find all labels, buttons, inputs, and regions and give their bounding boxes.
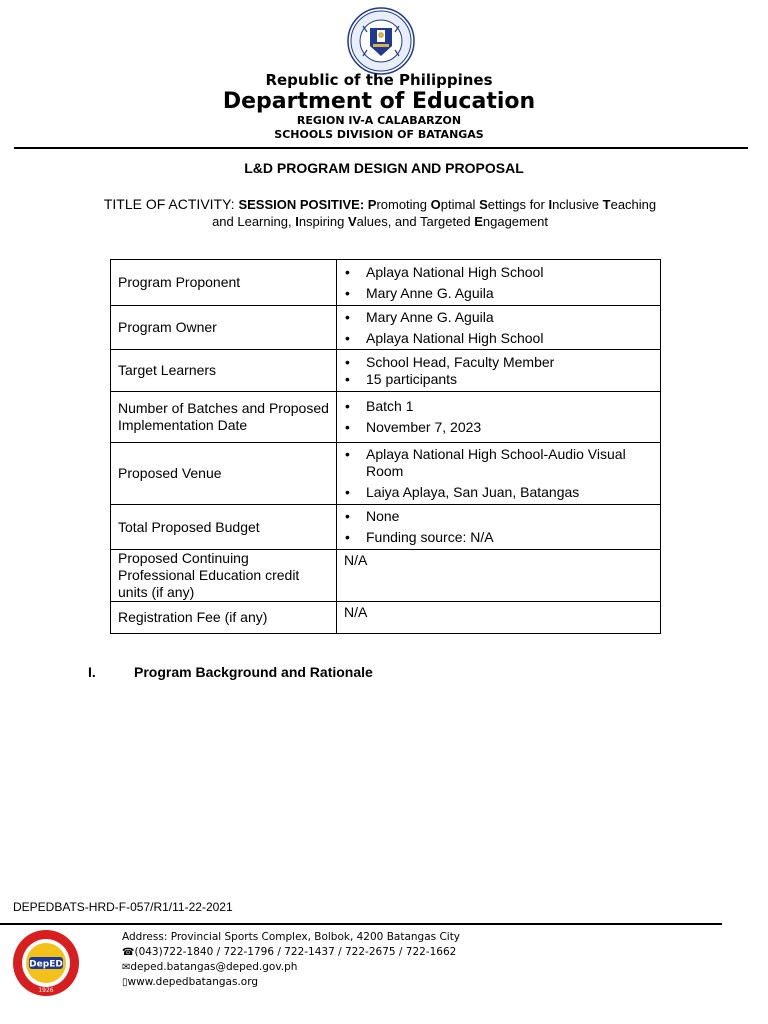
activity-initial: O bbox=[430, 197, 441, 212]
phone-line bbox=[122, 945, 460, 960]
mail-icon: ✉ bbox=[122, 962, 131, 973]
address-line: Address: Provincial Sports Complex, Bolbok, 4200 Batangas City bbox=[122, 931, 461, 943]
activity-title bbox=[60, 196, 700, 230]
activity-name-line2: and Learning, Inspiring Values, and Targeted Engagement bbox=[212, 214, 548, 229]
bullet-item: • 15 participants bbox=[341, 371, 653, 388]
bullet-item: • Laiya Aplaya, San Juan, Batangas bbox=[341, 484, 653, 501]
activity-label: TITLE OF ACTIVITY: bbox=[103, 196, 239, 212]
activity-initial: S bbox=[479, 197, 488, 212]
row-label: Proposed Continuing Professional Education credit units (if any) bbox=[111, 550, 337, 602]
deped-seal-logo bbox=[343, 6, 419, 76]
row-label: Program Proponent bbox=[111, 260, 337, 306]
row-label: Target Learners bbox=[111, 350, 337, 392]
table-row bbox=[111, 505, 661, 550]
division-heading: SCHOOLS DIVISION OF BATANGAS bbox=[274, 128, 484, 141]
phone-text: (043)722-1840 / 722-1796 / 722-1437 / 722-2675 / 722-1662 bbox=[134, 946, 457, 958]
activity-initial: I bbox=[548, 197, 553, 212]
activity-initial: P bbox=[367, 197, 377, 212]
row-value: N/A bbox=[337, 602, 661, 634]
header-divider bbox=[14, 147, 748, 149]
footer-divider bbox=[0, 923, 722, 925]
row-label: Number of Batches and Proposed Implementation Date bbox=[111, 392, 337, 443]
bullet-list bbox=[341, 264, 653, 302]
row-label: Registration Fee (if any) bbox=[111, 602, 337, 634]
bullet-item: • November 7, 2023 bbox=[341, 419, 653, 436]
logo-text: DepED bbox=[29, 959, 63, 970]
contact-block bbox=[122, 930, 460, 990]
table-row bbox=[111, 443, 661, 505]
row-label: Proposed Venue bbox=[111, 443, 337, 505]
bullet-list bbox=[341, 508, 653, 546]
bullet-item: • Mary Anne G. Aguila bbox=[341, 285, 653, 302]
row-value bbox=[337, 306, 661, 350]
web-icon: ▯ bbox=[122, 977, 128, 988]
row-value bbox=[337, 350, 661, 392]
phone-icon: ☎ bbox=[122, 947, 135, 958]
bullet-list bbox=[341, 354, 653, 388]
bullet-item: • Aplaya National High School bbox=[341, 330, 653, 347]
activity-name-line1: Promoting Optimal Settings for Inclusive Teaching bbox=[367, 197, 657, 212]
form-code: DEPEDBATS-HRD-F-057/R1/11-22-2021 bbox=[13, 900, 233, 914]
table-row bbox=[111, 392, 661, 443]
row-label: Total Proposed Budget bbox=[111, 505, 337, 550]
email-text: deped.batangas@deped.gov.ph bbox=[130, 961, 298, 973]
row-value bbox=[337, 505, 661, 550]
bullet-item: • Aplaya National High School-Audio Visual Room bbox=[341, 446, 653, 480]
table-row bbox=[111, 260, 661, 306]
table-row bbox=[111, 306, 661, 350]
republic-heading: Republic of the Philippines bbox=[265, 71, 493, 89]
bullet-item: • None bbox=[341, 508, 653, 525]
row-value bbox=[337, 443, 661, 505]
row-value: N/A bbox=[337, 550, 661, 602]
row-value bbox=[337, 260, 661, 306]
section-title: Program Background and Rationale bbox=[134, 664, 373, 680]
activity-initial: T bbox=[602, 197, 611, 212]
row-value bbox=[337, 392, 661, 443]
bullet-item: • Batch 1 bbox=[341, 398, 653, 415]
table-row bbox=[111, 602, 661, 634]
email-line bbox=[122, 960, 460, 975]
website-text: www.depedbatangas.org bbox=[127, 976, 259, 988]
bullet-item: • Funding source: N/A bbox=[341, 529, 653, 546]
region-heading: REGION IV-A CALABARZON bbox=[296, 114, 462, 127]
division-batangas-logo bbox=[10, 928, 82, 998]
bullet-item: • Mary Anne G. Aguila bbox=[341, 309, 653, 326]
program-info-table bbox=[110, 259, 661, 634]
table-row bbox=[111, 550, 661, 602]
bullet-list bbox=[341, 309, 653, 347]
logo-year: 1926 bbox=[38, 987, 54, 994]
department-heading: Department of Education bbox=[222, 89, 536, 114]
section-number: I. bbox=[88, 664, 96, 680]
website-line bbox=[122, 975, 460, 990]
bullet-item: • Aplaya National High School bbox=[341, 264, 653, 281]
activity-initial: I bbox=[295, 214, 299, 229]
activity-initial: V bbox=[347, 214, 357, 229]
bullet-list bbox=[341, 398, 653, 436]
bullet-item: • School Head, Faculty Member bbox=[341, 354, 653, 371]
bullet-list bbox=[341, 446, 653, 501]
activity-initial: E bbox=[474, 214, 483, 229]
table-row bbox=[111, 350, 661, 392]
activity-prefix: SESSION POSITIVE: bbox=[238, 197, 368, 212]
row-label: Program Owner bbox=[111, 306, 337, 350]
document-title: L&D PROGRAM DESIGN AND PROPOSAL bbox=[244, 160, 524, 176]
